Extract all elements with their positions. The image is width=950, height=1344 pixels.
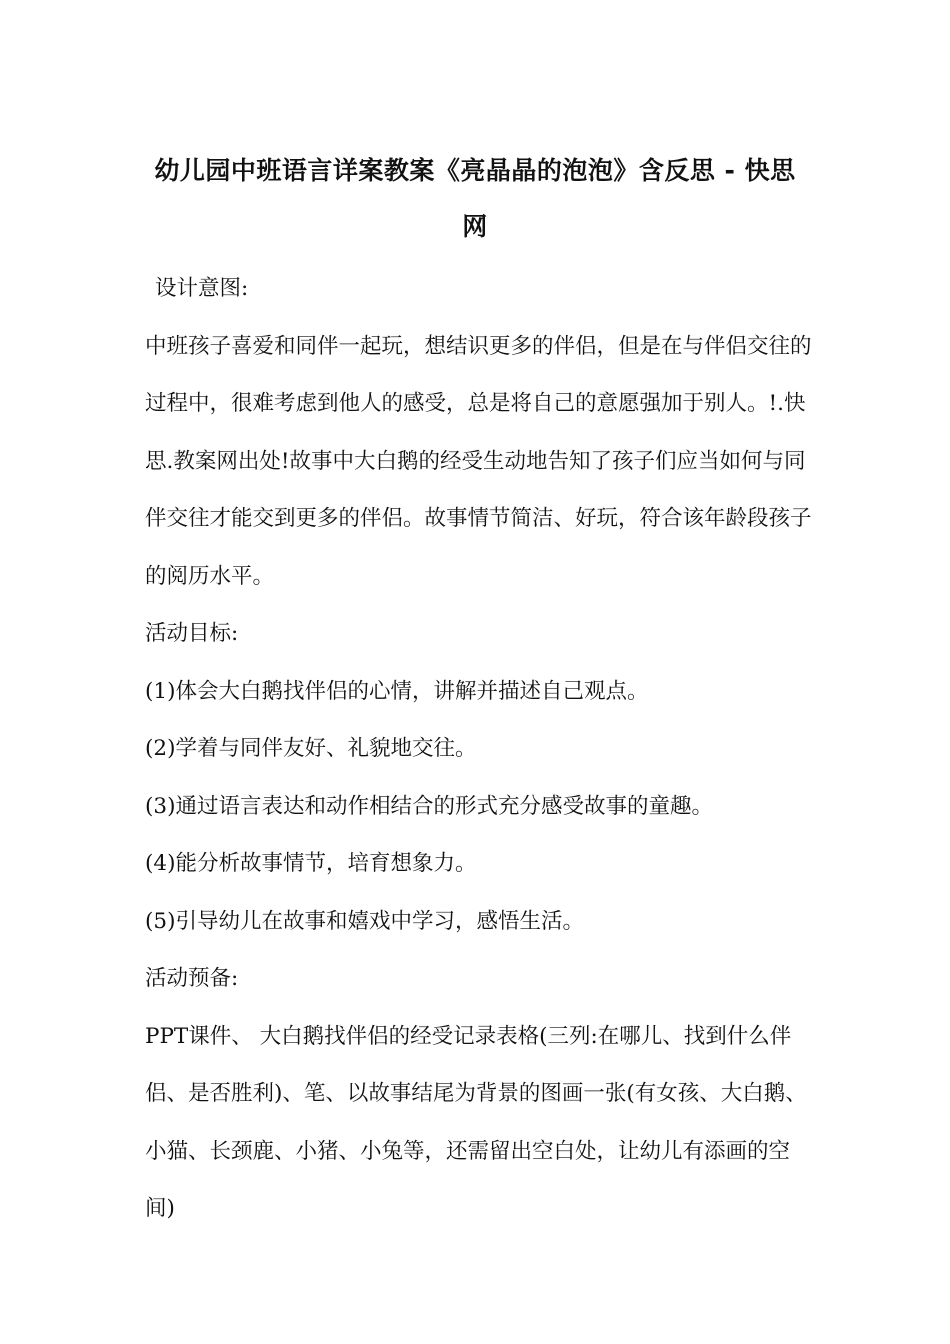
- objective-item-3: (3)通过语言表达和动作相结合的形式充分感受故事的童趣。: [145, 793, 713, 819]
- section-heading-preparation: 活动预备:: [145, 966, 239, 991]
- objective-item-4: (4)能分析故事情节，培育想象力。: [145, 851, 477, 876]
- section-heading-objectives: 活动目标:: [145, 621, 239, 646]
- objective-item-2: (2)学着与同伴友好、礼貌地交往。: [145, 736, 477, 761]
- paragraph-preparation: PPT课件、 大白鹅找伴侣的经受记录表格(三列:在哪儿、找到什么伴侣、是否胜利)、笔、以故事结尾为背景的图画一张(有女孩、大白鹅、小猫、长颈鹿、小猪、小兔等，还需留出空白处，让幼儿有添画的空间): [145, 1023, 807, 1221]
- section-heading-design-intent: 设计意图:: [155, 276, 249, 301]
- objective-item-5: (5)引导幼儿在故事和嬉戏中学习，感悟生活。: [145, 908, 584, 934]
- paragraph-design-intent: 中班孩子喜爱和同伴一起玩，想结识更多的伴侣，但是在与伴侣交往的过程中，很难考虑到他人的感受，总是将自己的意愿强加于别人。!.快思.教案网出处!故事中大白鹅的经受生动地告知了孩子们应当如何与同伴交往才能交到更多的伴侣。故事情节简洁、好玩，符合该年龄段孩子的阅历水平。: [145, 333, 812, 589]
- document-title: 幼儿园中班语言详案教案《亮晶晶的泡泡》含反思 - 快思网: [154, 155, 796, 241]
- document-body: [145, 260, 815, 1238]
- objective-item-1: (1)体会大白鹅找伴侣的心情，讲解并描述自己观点。: [145, 678, 649, 704]
